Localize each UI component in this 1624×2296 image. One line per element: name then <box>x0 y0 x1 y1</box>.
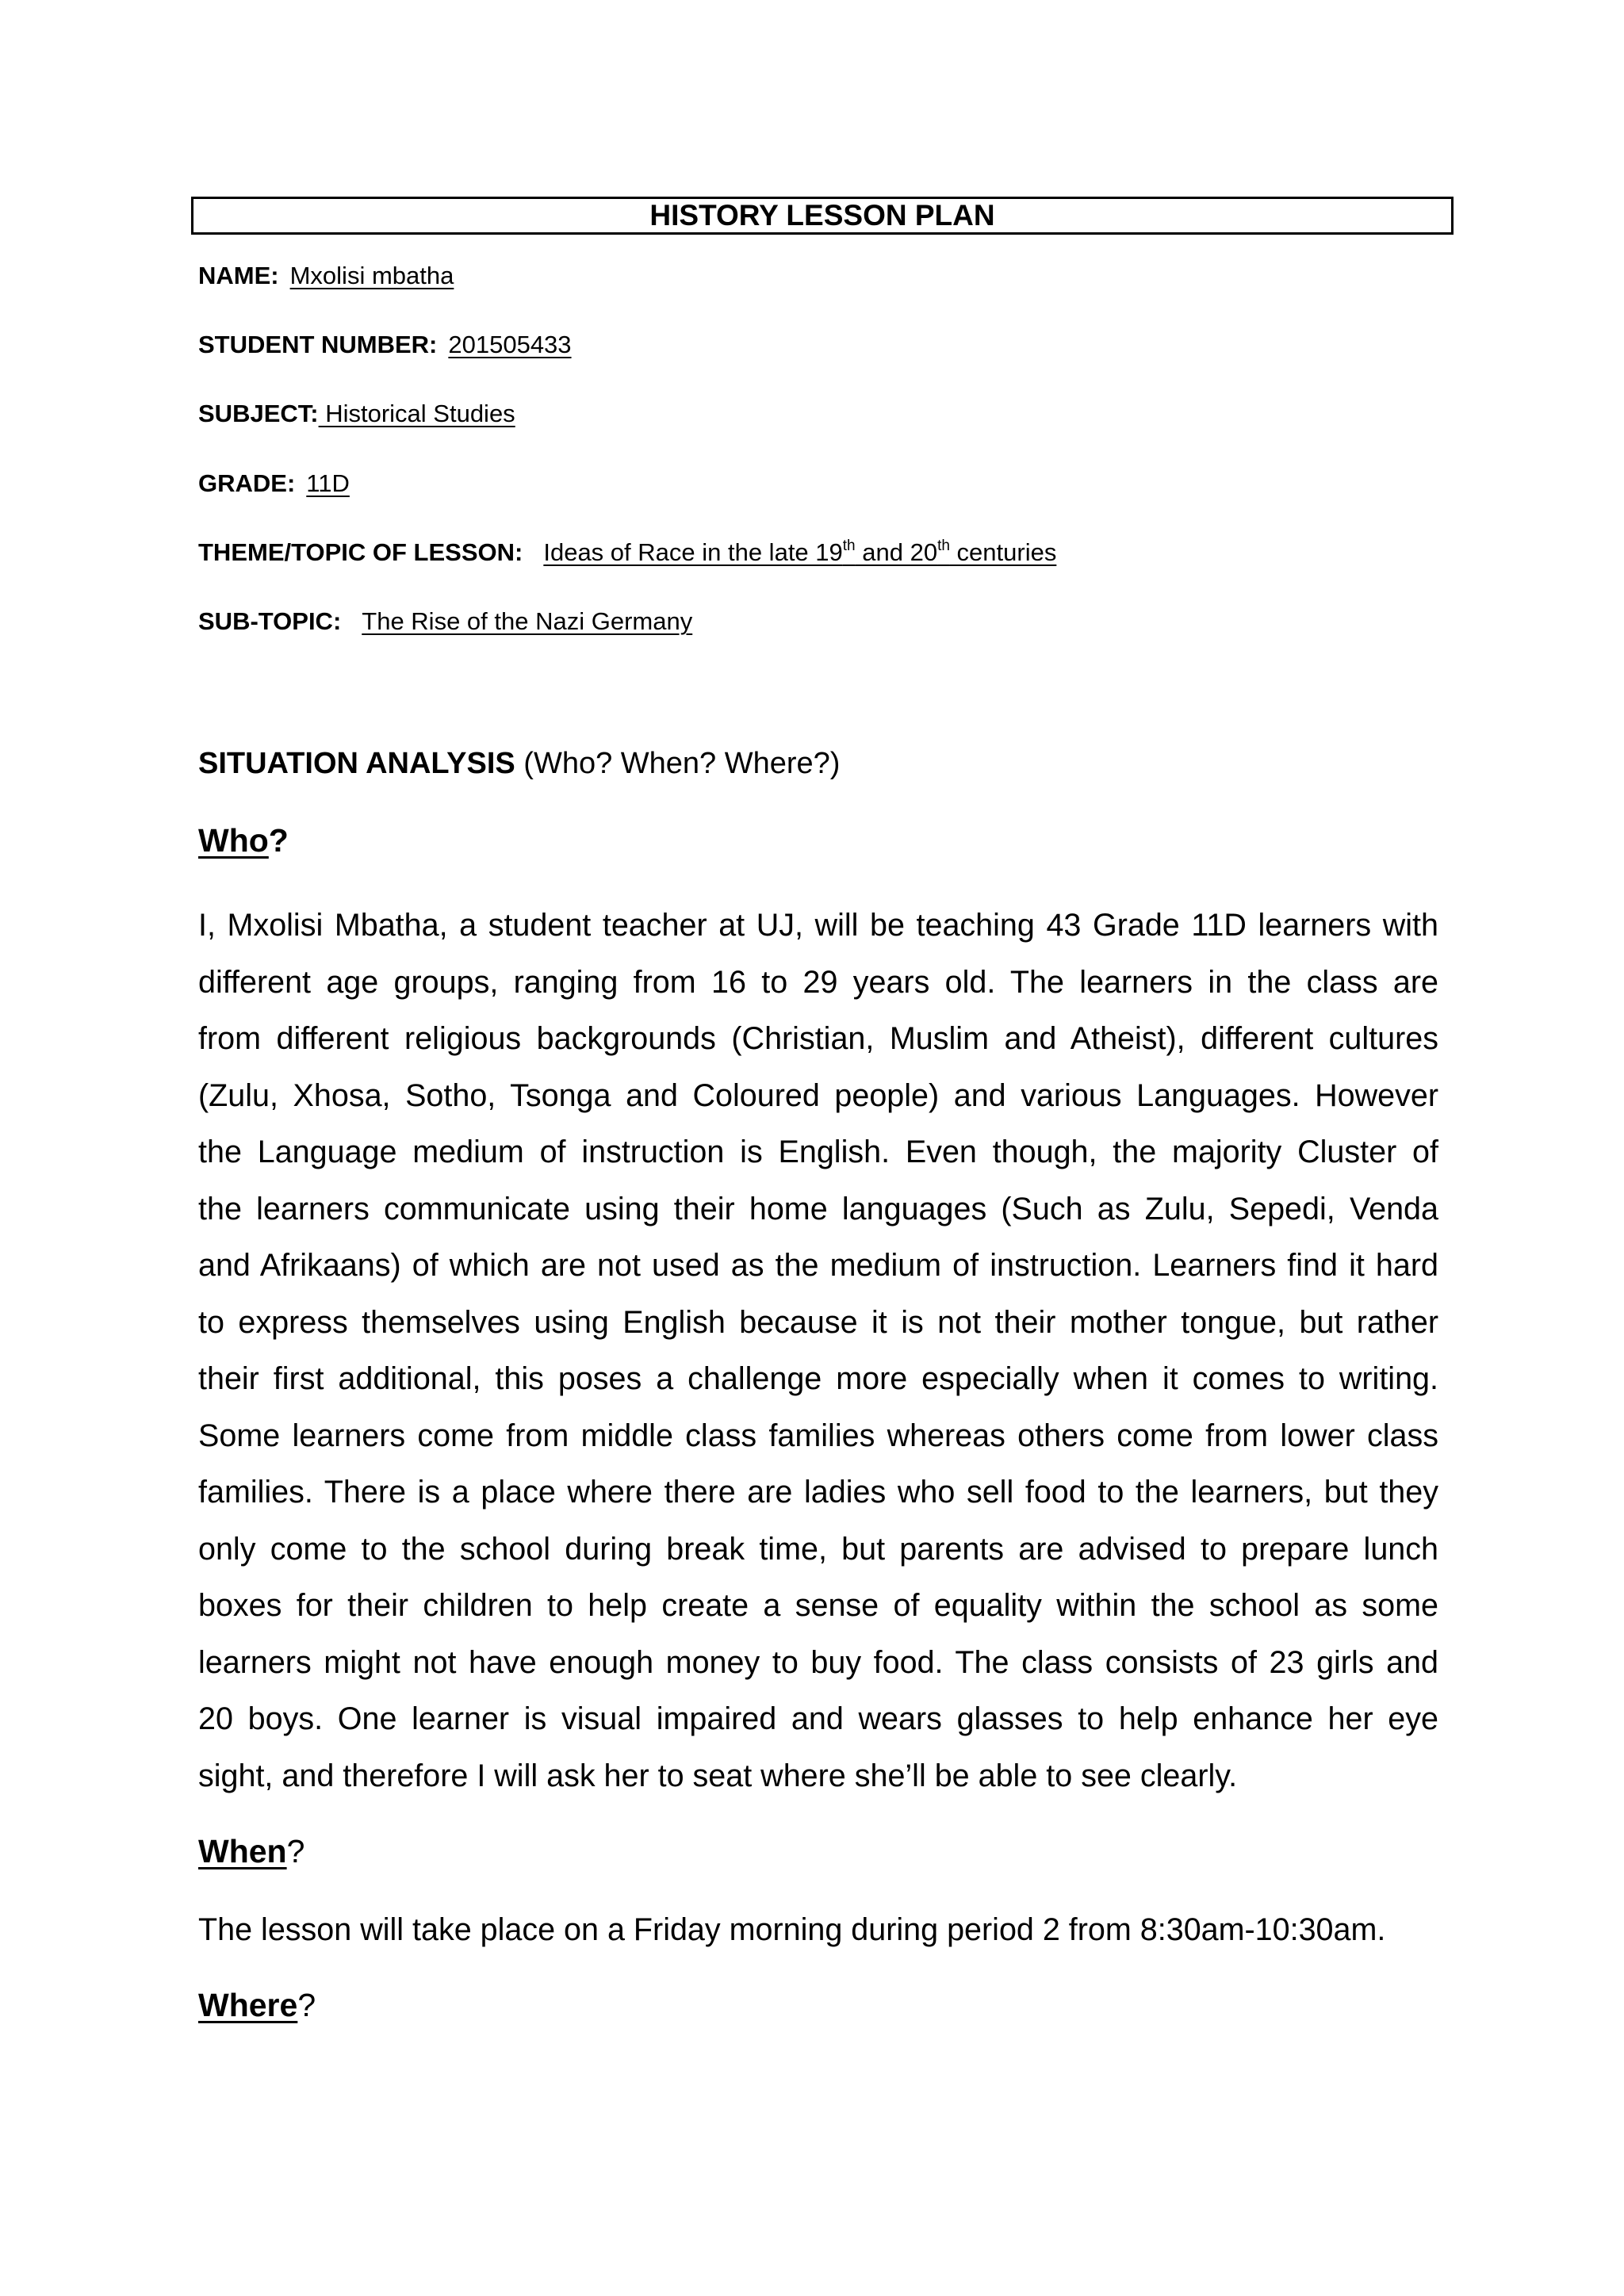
when-paragraph: The lesson will take place on a Friday morning during period 2 from 8:30am-10:30am. <box>198 1912 1386 1947</box>
document-title-text: HISTORY LESSON PLAN <box>649 199 995 232</box>
sub-topic-value: The Rise of the Nazi Germany <box>362 607 693 635</box>
subject-label: SUBJECT: <box>198 400 319 427</box>
grade-value: 11D <box>306 469 350 497</box>
who-paragraph-line: different age groups, ranging from 16 to 29 years old. The learners in the class are <box>198 964 1438 1000</box>
who-paragraph-line: and Afrikaans) of which are not used as the medium of instruction. Learners find it hard <box>198 1248 1438 1283</box>
theme-sup1: th <box>842 537 856 554</box>
who-paragraph <box>198 897 1438 1804</box>
subject-value: Historical Studies <box>318 400 515 427</box>
where-heading-suffix: ? <box>297 1987 316 2023</box>
student-number-value: 201505433 <box>448 331 572 358</box>
name-field <box>198 262 454 290</box>
who-paragraph-line: (Zulu, Xhosa, Sotho, Tsonga and Coloured people) and various Languages. However <box>198 1077 1438 1113</box>
who-paragraph-line: 20 boys. One learner is visual impaired and wears glasses to help enhance her eye <box>198 1701 1438 1736</box>
grade-field <box>198 469 350 498</box>
when-heading <box>198 1833 304 1870</box>
theme-sup2: th <box>937 537 950 554</box>
document-title <box>191 197 1454 235</box>
theme-value-part3: centuries <box>949 538 1057 566</box>
who-paragraph-line: learners might not have enough money to buy food. The class consists of 23 girls and <box>198 1644 1438 1680</box>
situation-analysis-label: SITUATION ANALYSIS <box>198 747 515 780</box>
where-heading <box>198 1987 316 2024</box>
who-paragraph-line: boxes for their children to help create a sense of equality within the school as some <box>198 1588 1438 1623</box>
situation-analysis-questions: (Who? When? Where?) <box>515 747 841 780</box>
sub-topic-label: SUB-TOPIC: <box>198 607 342 635</box>
when-heading-suffix: ? <box>286 1833 305 1869</box>
student-number-label: STUDENT NUMBER: <box>198 331 438 358</box>
theme-field <box>198 538 1056 567</box>
subject-field <box>198 400 515 428</box>
who-paragraph-line: sight, and therefore I will ask her to seat where she’ll be able to see clearly. <box>198 1758 1238 1793</box>
student-number-field <box>198 331 572 359</box>
theme-value-part1: Ideas of Race in the late 19 <box>543 538 843 566</box>
who-paragraph-line: Some learners come from middle class families whereas others come from lower class <box>198 1418 1438 1453</box>
who-heading <box>198 822 289 859</box>
theme-label: THEME/TOPIC OF LESSON: <box>198 538 523 566</box>
who-paragraph-line: the Language medium of instruction is English. Even though, the majority Cluster of <box>198 1135 1438 1169</box>
who-paragraph-line: families. There is a place where there are ladies who sell food to the learners, but they <box>198 1475 1438 1510</box>
who-paragraph-line: from different religious backgrounds (Christian, Muslim and Atheist), different cultures <box>198 1021 1438 1056</box>
where-heading-word: Where <box>198 1987 298 2023</box>
who-paragraph-line: I, Mxolisi Mbatha, a student teacher at UJ, will be teaching 43 Grade 11D learners with <box>198 908 1438 943</box>
name-label: NAME: <box>198 262 279 289</box>
who-paragraph-line: their first additional, this poses a challenge more especially when it comes to writing. <box>198 1361 1438 1396</box>
sub-topic-field <box>198 607 692 636</box>
name-value: Mxolisi mbatha <box>289 262 454 289</box>
grade-label: GRADE: <box>198 469 296 497</box>
who-heading-word: Who <box>198 822 269 859</box>
who-heading-suffix: ? <box>268 822 289 859</box>
when-heading-word: When <box>198 1833 287 1869</box>
situation-analysis-heading <box>198 747 840 781</box>
who-paragraph-line: only come to the school during break time, but parents are advised to prepare lunch <box>198 1531 1438 1567</box>
who-paragraph-line: the learners communicate using their home languages (Such as Zulu, Sepedi, Venda <box>198 1191 1438 1226</box>
who-paragraph-line: to express themselves using English because it is not their mother tongue, but rather <box>198 1304 1438 1340</box>
theme-value <box>543 538 1056 566</box>
theme-value-part2: and 20 <box>855 538 938 566</box>
